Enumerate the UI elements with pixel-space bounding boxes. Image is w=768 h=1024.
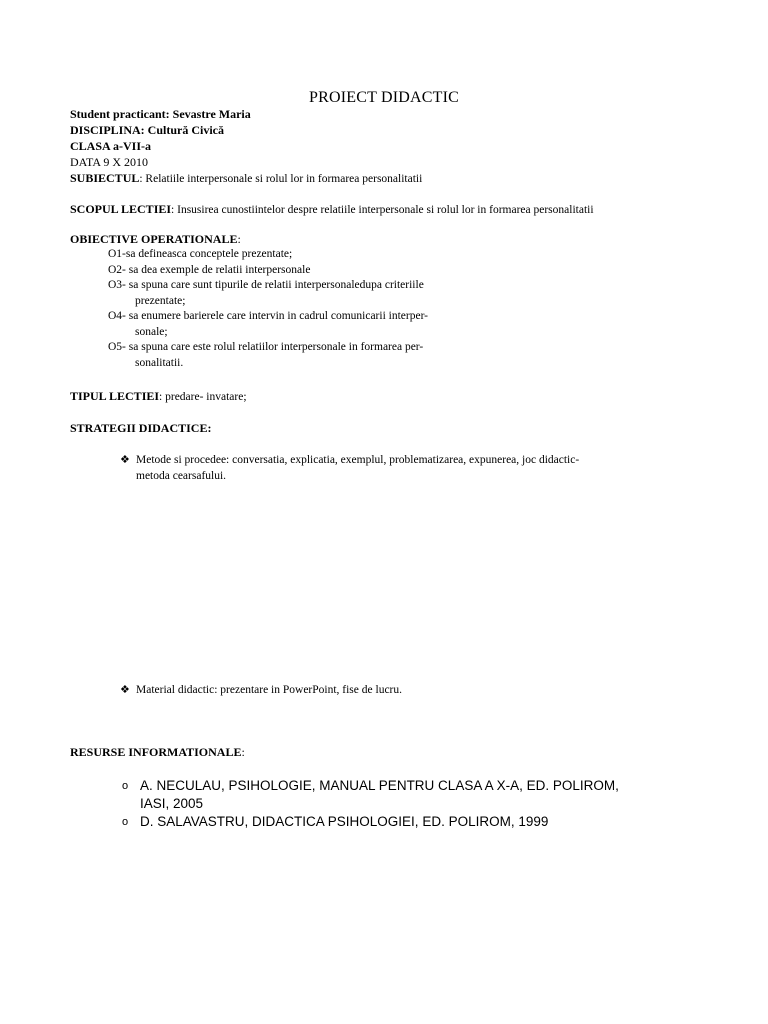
- subiect-label: SUBIECTUL: [70, 171, 140, 185]
- tipul-line: [70, 388, 710, 404]
- objective-line-continued: prezentate;: [135, 294, 186, 307]
- scop-text: : Insusirea cunostiintelor despre relatiile interpersonale si rolul lor in formarea personalitatii: [171, 204, 594, 216]
- material-line: Material didactic: prezentare in PowerPoint, fise de lucru.: [136, 684, 402, 696]
- metode-line-continued: metoda cearsafului.: [136, 470, 227, 482]
- subiect-text: : Relatiile interpersonale si rolul lor in formarea personalitatii: [139, 173, 423, 185]
- circle-bullet-icon: o: [122, 780, 129, 792]
- resurse-label: RESURSE INFORMATIONALE: [70, 745, 242, 759]
- resource-line: A. NECULAU, PSIHOLOGIE, MANUAL PENTRU CLASA A X-A, ED. POLIROM,: [140, 778, 619, 793]
- subiect-line: [70, 170, 690, 186]
- strategii-heading: STRATEGII DIDACTICE:: [70, 421, 212, 435]
- objective-item: [108, 263, 528, 279]
- objective-item: [108, 309, 528, 340]
- scop-label: SCOPUL LECTIEI: [70, 202, 172, 216]
- header-block: [70, 106, 690, 186]
- diamond-bullet-icon: ❖: [120, 683, 130, 696]
- tipul-label: TIPUL LECTIEI: [70, 389, 160, 403]
- scop-line: [70, 201, 710, 217]
- document-title: PROIECT DIDACTIC: [308, 89, 460, 106]
- objective-item: [108, 247, 528, 263]
- data-line: DATA 9 X 2010: [70, 155, 149, 169]
- resource-line-continued: IASI, 2005: [140, 796, 204, 811]
- objective-line-continued: sonale;: [135, 325, 168, 338]
- tipul-text: : predare- invatare;: [159, 391, 247, 403]
- objective-line: O5- sa spuna care este rolul relatiilor interpersonale in formarea per-: [108, 341, 424, 353]
- resurse-list: [122, 777, 722, 831]
- obiective-heading: [70, 231, 710, 247]
- resurse-suffix: :: [241, 745, 245, 759]
- resurse-heading: [70, 744, 710, 760]
- diamond-bullet-icon: ❖: [120, 453, 130, 466]
- objective-line: O2- sa dea exemple de relatii interpersonale: [108, 263, 311, 276]
- resource-line: D. SALAVASTRU, DIDACTICA PSIHOLOGIEI, ED. POLIROM, 1999: [140, 814, 549, 829]
- objective-line: O1-sa defineasca conceptele prezentate;: [108, 248, 293, 260]
- obiective-suffix: :: [237, 232, 241, 246]
- objective-item: [108, 278, 528, 309]
- objective-line: O4- sa enumere barierele care intervin in cadrul comunicarii interper-: [108, 310, 429, 322]
- resource-item: [122, 777, 722, 813]
- student-line: Student practicant: Sevastre Maria: [70, 107, 251, 121]
- metode-bullet-item: [120, 452, 680, 484]
- objective-line: O3- sa spuna care sunt tipurile de relatii interpersonaledupa criteriile: [108, 279, 424, 291]
- metode-line: Metode si procedee: conversatia, explicatia, exemplul, problematizarea, expunerea, joc didactic-: [136, 454, 580, 466]
- resource-item: [122, 813, 722, 831]
- clasa-line: CLASA a-VII-a: [70, 139, 152, 153]
- objective-item: [108, 340, 528, 371]
- objective-line-continued: sonalitatii.: [135, 356, 184, 369]
- material-bullet-item: [120, 682, 680, 698]
- circle-bullet-icon: o: [122, 816, 129, 828]
- disciplina-line: DISCIPLINA: Cultură Civică: [70, 123, 225, 137]
- obiective-list: [108, 247, 528, 371]
- obiective-label: OBIECTIVE OPERATIONALE: [70, 232, 238, 246]
